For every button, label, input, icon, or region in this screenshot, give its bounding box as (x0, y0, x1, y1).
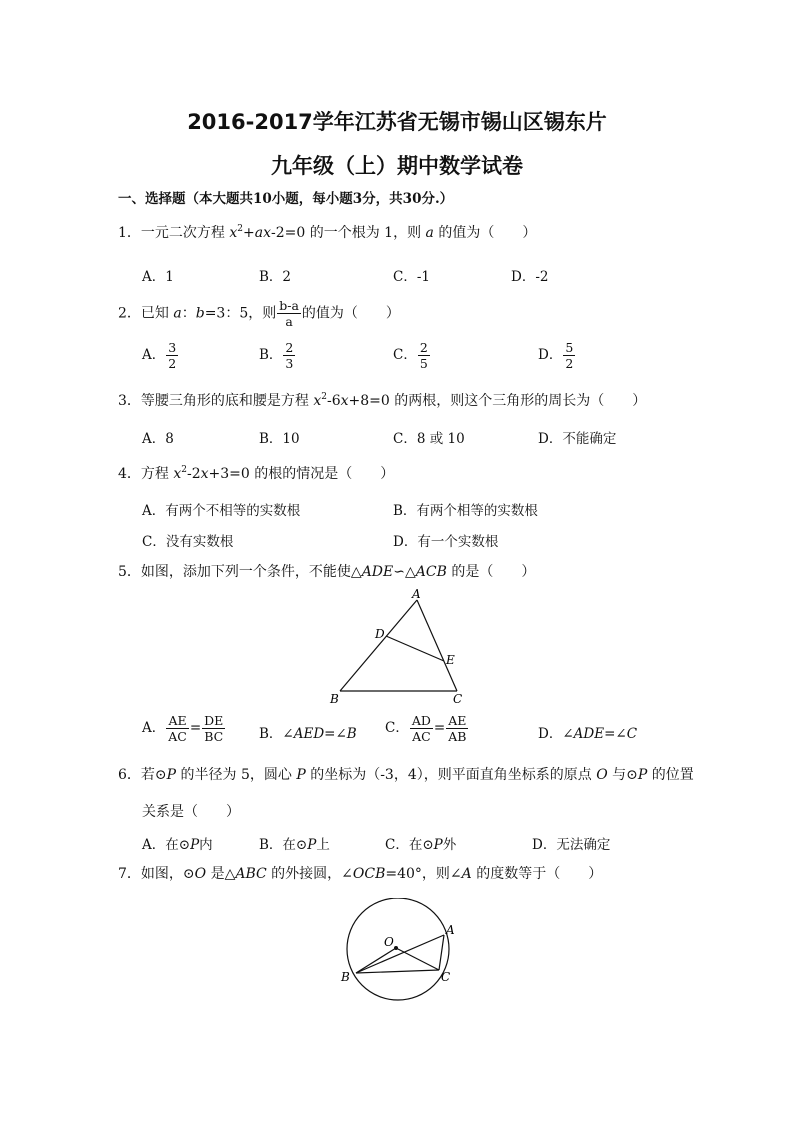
q1-option-c: C．-1 (393, 269, 430, 285)
side-bc (356, 970, 439, 973)
question-7: 7．如图，⊙O 是△ABC 的外接圆，∠OCB=40°，则∠A 的度数等于（ ） (118, 866, 603, 882)
q5-option-a: A． $\frac{AE}{AC}$ = $\frac{DE}{BC}$ (142, 713, 224, 744)
side-ba (356, 935, 444, 973)
q2-option-b: B． $\frac{2}{3}$ (259, 340, 294, 371)
q3-option-a: A．8 (142, 431, 174, 447)
question-2: 2．已知 a：b=3：5，则 $\frac{b-a}{a}$ 的值为（ ） (118, 298, 400, 329)
circle-figure (335, 898, 465, 1008)
question-4: 4．方程 $x^2-2x+3=0$ 的根的情况是（ ） (118, 465, 395, 482)
q3-option-d: D．不能确定 (538, 431, 617, 447)
center-point (394, 946, 398, 950)
triangle-figure (325, 585, 475, 710)
q1-option-b: B．2 (259, 269, 292, 285)
section-heading: 一、选择题（本大题共10小题，每小题3分，共30分.） (118, 191, 454, 207)
question-6-line2: 关系是（ ） (142, 804, 240, 820)
label-o: O (384, 935, 394, 949)
label-a: A (412, 587, 421, 601)
q6-option-b: B．在⊙P上 (259, 837, 330, 853)
side-ac (439, 935, 444, 970)
q1-option-d: D．-2 (511, 269, 549, 285)
question-5: 5．如图，添加下列一个条件，不能使△ADE∽△ACB 的是（ ） (118, 564, 536, 580)
q4-option-b: B．有两个相等的实数根 (393, 503, 538, 519)
q3-option-c: C．8 或 10 (393, 431, 465, 447)
question-1: 1．一元二次方程 $x^2+ax-2=0$ 的一个根为 1，则 a 的值为（ ） (118, 224, 537, 241)
label-b: B (341, 970, 350, 984)
page-subtitle: 九年级（上）期中数学试卷 (271, 154, 523, 178)
q4-option-a: A．有两个不相等的实数根 (142, 503, 301, 519)
question-3: 3．等腰三角形的底和腰是方程 $x^2-6x+8=0$ 的两根，则这个三角形的周长为（ ） (118, 392, 647, 409)
q4-option-d: D．有一个实数根 (393, 534, 499, 550)
side-ab (340, 600, 417, 691)
q6-option-c: C．在⊙P外 (385, 837, 457, 853)
segment-oc (396, 948, 439, 970)
q2-option-a: A． $\frac{3}{2}$ (142, 340, 177, 371)
segment-ob (356, 948, 396, 973)
q5-option-b: B．∠AED=∠B (259, 726, 357, 742)
q2-fraction: $\frac{b-a}{a}$ (279, 298, 299, 329)
q1-option-a: A．1 (142, 269, 174, 285)
label-d: D (375, 627, 385, 641)
label-a: A (446, 923, 455, 937)
q3-option-b: B．10 (259, 431, 300, 447)
label-b: B (330, 692, 339, 706)
q6-option-a: A．在⊙P内 (142, 837, 213, 853)
q4-option-c: C．没有实数根 (142, 534, 234, 550)
q5-option-c: C． $\frac{AD}{AC}$ = $\frac{AE}{AB}$ (385, 713, 467, 744)
label-c: C (441, 970, 451, 984)
label-c: C (453, 692, 463, 706)
label-e: E (446, 653, 455, 667)
segment-de (386, 636, 444, 661)
q2-option-c: C． $\frac{2}{5}$ (393, 340, 428, 371)
q6-option-d: D．无法确定 (532, 837, 611, 853)
side-ac (417, 600, 457, 691)
q2-option-d: D． $\frac{5}{2}$ (538, 340, 574, 371)
question-6: 6．若⊙P 的半径为 5，圆心 P 的坐标为（-3，4），则平面直角坐标系的原点 O 与⊙P 的位置 (118, 767, 694, 783)
q5-option-d: D．∠ADE=∠C (538, 726, 638, 742)
page-title: 2016-2017学年江苏省无锡市锡山区锡东片 (187, 110, 607, 134)
